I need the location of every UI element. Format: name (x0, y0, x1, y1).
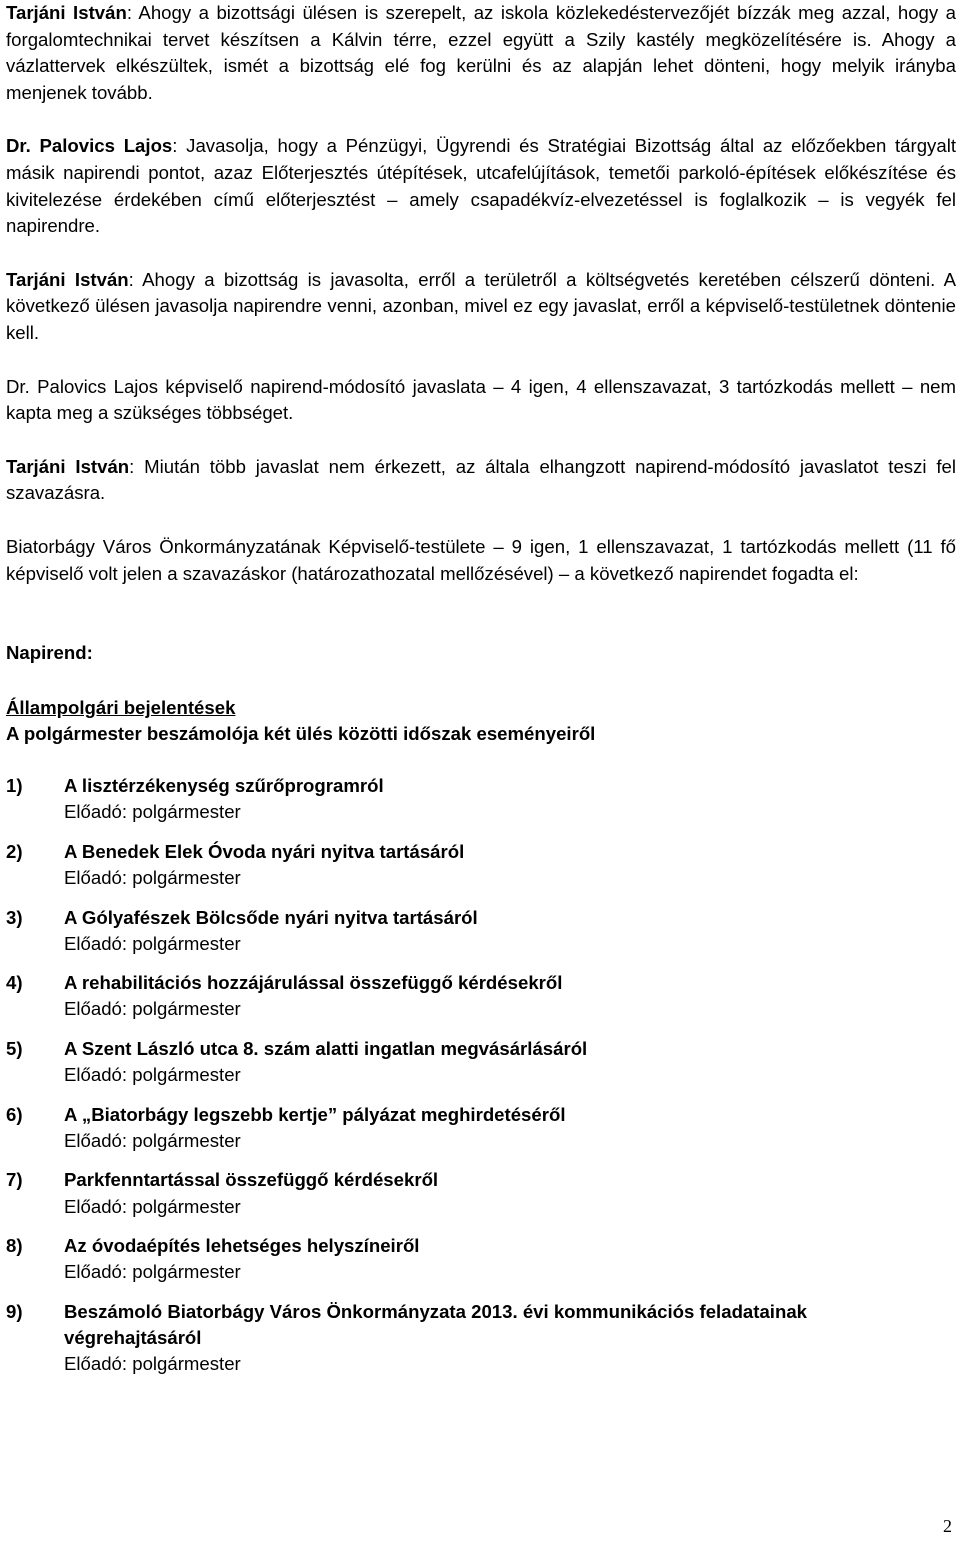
agenda-item-title: Parkfenntartással összefüggő kérdésekről (64, 1169, 439, 1191)
paragraph-text: : Javasolja, hogy a Pénzügyi, Ügyrendi és Stratégiai Bizottság által az előzőekben tárgyalt másik napirendi pontot, azaz Előterjesztés útépítések, utcafelújítások, temetői parkoló-építések előkészítése és kivitelezése érdekében című előterjesztést – amely csapadékvíz-elvezetéssel is foglalkozik – is vegyék fel napirendre. (6, 135, 956, 237)
agenda-item-presenter: Előadó: polgármester (64, 1129, 241, 1151)
agenda-item-presenter: Előadó: polgármester (64, 801, 241, 823)
agenda-item-number: 7) (6, 1169, 23, 1191)
agenda-intro-line: Állampolgári bejelentések (6, 697, 236, 719)
agenda-item-presenter: Előadó: polgármester (64, 1261, 241, 1283)
agenda-item-number: 4) (6, 972, 23, 994)
agenda-item-presenter: Előadó: polgármester (64, 998, 241, 1020)
paragraph-2 (6, 133, 956, 239)
paragraph-3 (6, 267, 956, 347)
agenda-item-number: 3) (6, 906, 23, 928)
agenda-item-title: A „Biatorbágy legszebb kertje” pályázat meghirdetéséről (64, 1103, 566, 1125)
speaker-name: Tarjáni István (6, 2, 127, 23)
paragraph-text: : Ahogy a bizottsági ülésen is szerepelt, az iskola közlekedéstervezőjét bízzák meg azzal, hogy a forgalomtechnikai tervet készítsen a Kálvin térre, ezzel együtt a Szily kastély megközelítésére is. Ahogy a vázlattervek elkészültek, ismét a bizottság elé fog kerülni és az alapján lehet dönteni, hogy melyik irányba menjenek tovább. (6, 2, 956, 103)
agenda-item-number: 8) (6, 1235, 23, 1257)
paragraph-5 (6, 454, 956, 507)
agenda-intro-line: A polgármester beszámolója két ülés közötti időszak eseményeiről (6, 723, 596, 745)
paragraph-1 (6, 0, 956, 106)
paragraph-text: : Ahogy a bizottság is javasolta, erről a területről a költségvetés keretében célszerű dönteni. A következő ülésen javasolja napirendre venni, azonban, mivel ez egy javaslat, erről a képviselő-testületnek döntenie kell. (6, 268, 956, 343)
agenda-item (6, 1167, 956, 1219)
agenda-item (6, 1036, 956, 1088)
paragraph-text: : Miután több javaslat nem érkezett, az általa elhangzott napirend-módosító javaslatot teszi fel szavazásra. (6, 455, 956, 504)
agenda-item (6, 773, 956, 825)
agenda-item-title: A Szent László utca 8. szám alatti ingatlan megvásárlásáról (64, 1037, 588, 1059)
agenda-heading: Napirend: (6, 642, 93, 664)
agenda-item-presenter: Előadó: polgármester (64, 1353, 241, 1375)
agenda-item-number: 1) (6, 775, 23, 797)
document-page (6, 0, 956, 1391)
agenda-item-title: A Benedek Elek Óvoda nyári nyitva tartásáról (64, 840, 465, 862)
agenda-list (6, 773, 956, 1377)
agenda-item (6, 1233, 956, 1285)
paragraph-6 (6, 534, 956, 587)
agenda-item-title: Az óvodaépítés lehetséges helyszíneiről (64, 1235, 420, 1257)
agenda-item-presenter: Előadó: polgármester (64, 867, 241, 888)
speaker-name: Dr. Palovics Lajos (6, 135, 173, 157)
agenda-item-title: A Gólyafészek Bölcsőde nyári nyitva tartásáról (64, 906, 478, 928)
agenda-item-title: A rehabilitációs hozzájárulással összefüggő kérdésekről (64, 972, 563, 994)
agenda-item (6, 1299, 956, 1378)
speaker-name: Tarjáni István (6, 268, 129, 290)
agenda-item (6, 839, 956, 891)
agenda-item-number: 2) (6, 840, 23, 862)
agenda-item-number: 6) (6, 1103, 23, 1125)
agenda-item-presenter: Előadó: polgármester (64, 1195, 241, 1217)
page-number: 2 (943, 1516, 952, 1536)
paragraph-4 (6, 374, 956, 427)
agenda-item-presenter: Előadó: polgármester (64, 932, 241, 954)
agenda-item-presenter: Előadó: polgármester (64, 1064, 241, 1086)
paragraph-text: Biatorbágy Város Önkormányzatának Képviselő-testülete – 9 igen, 1 ellenszavazat, 1 tartózkodás mellett (11 fő képviselő volt jelen a szavazáskor (határozathozatal mellőzésével) – a következő napirendet fogadta el: (6, 535, 956, 584)
agenda-item-title: Beszámoló Biatorbágy Város Önkormányzata 2013. évi kommunikációs feladatainak végrehajtásáról (64, 1300, 808, 1348)
agenda-item (6, 905, 956, 957)
agenda-item (6, 1102, 956, 1154)
paragraph-text: Dr. Palovics Lajos képviselő napirend-módosító javaslata – 4 igen, 4 ellenszavazat, 3 tartózkodás mellett – nem kapta meg a szükséges többséget. (6, 375, 956, 424)
speaker-name: Tarjáni István (6, 455, 130, 477)
agenda-item-number: 9) (6, 1300, 23, 1322)
agenda-intro (6, 695, 956, 747)
agenda-item (6, 970, 956, 1022)
agenda-item-number: 5) (6, 1037, 23, 1059)
agenda-item-title: A lisztérzékenység szűrőprogramról (64, 775, 384, 797)
